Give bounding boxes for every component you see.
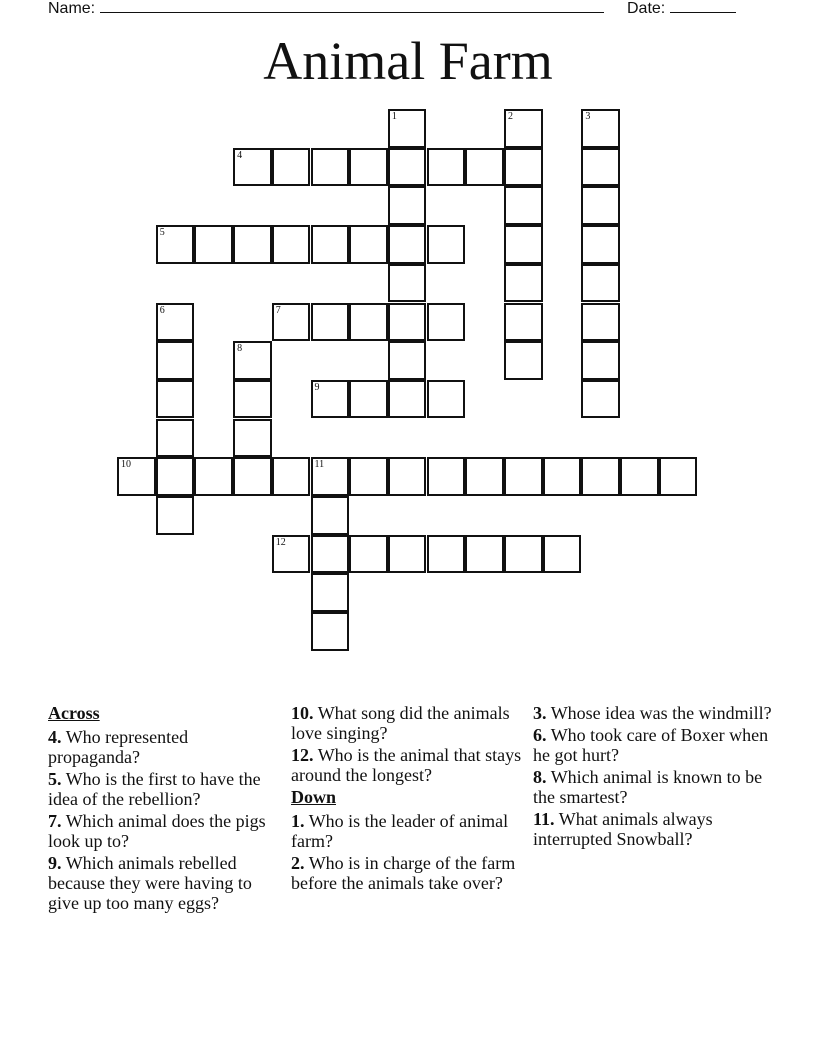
grid-cell[interactable] [427, 380, 466, 419]
clue-across-4: 4. Who represented propaganda? [48, 727, 189, 767]
clue-across-5: 5. Who is the first to have the idea of the rebellion? [48, 769, 261, 809]
clue-across-7: 7. Which animal does the pigs look up to? [48, 811, 266, 851]
grid-cell[interactable] [504, 264, 543, 303]
clue-number: 7 [275, 304, 281, 316]
grid-cell[interactable] [233, 419, 272, 458]
grid-cell[interactable] [194, 457, 233, 496]
grid-cell[interactable] [388, 264, 427, 303]
grid-cell[interactable] [388, 225, 427, 264]
grid-cell[interactable] [311, 496, 350, 535]
grid-cell[interactable] [581, 457, 620, 496]
grid-cell[interactable] [504, 186, 543, 225]
grid-cell[interactable] [465, 535, 504, 574]
grid-cell[interactable] [620, 457, 659, 496]
clue-down-11: 11. What animals always interrupted Snowball? [533, 809, 713, 849]
grid-cell[interactable] [504, 535, 543, 574]
grid-cell[interactable] [156, 225, 195, 264]
grid-cell[interactable] [465, 148, 504, 187]
clue-number: 9 [314, 381, 320, 393]
clue-number: 5 [159, 227, 165, 239]
down-heading: Down [291, 787, 337, 807]
grid-cell[interactable] [581, 303, 620, 342]
clue-number: 3 [585, 111, 591, 122]
clue-down-6: 6. Who took care of Boxer when he got hurt? [533, 725, 769, 765]
grid-cell[interactable] [311, 535, 350, 574]
grid-cell[interactable] [504, 109, 543, 148]
grid-cell[interactable] [233, 148, 272, 187]
grid-cell[interactable] [156, 419, 195, 458]
grid-cell[interactable] [349, 225, 388, 264]
clue-down-2: 2. Who is in charge of the farm before the animals take over? [291, 853, 516, 893]
grid-cell[interactable] [427, 457, 466, 496]
clue-number: 2 [508, 111, 513, 122]
grid-cell[interactable] [388, 341, 427, 380]
grid-cell[interactable] [427, 225, 466, 264]
grid-cell[interactable] [504, 225, 543, 264]
grid-cell[interactable] [311, 303, 350, 342]
grid-cell[interactable] [581, 225, 620, 264]
grid-cell[interactable] [311, 148, 350, 187]
clue-number: 12 [275, 536, 286, 548]
name-label: Name: [48, 0, 96, 17]
grid-cell[interactable] [233, 380, 272, 419]
grid-cell[interactable] [156, 496, 195, 535]
clue-number: 10 [121, 459, 131, 471]
clue-number: 11 [314, 459, 325, 471]
grid-cell[interactable] [504, 148, 543, 187]
clue-number: 4 [237, 149, 243, 161]
date-line[interactable] [670, 0, 736, 13]
grid-cell[interactable] [388, 186, 427, 225]
grid-cell[interactable] [311, 225, 350, 264]
grid-cell[interactable] [388, 109, 427, 148]
grid-cell[interactable] [543, 457, 582, 496]
grid-cell[interactable] [311, 612, 350, 651]
grid-cell[interactable] [272, 148, 311, 187]
grid-cell[interactable] [581, 341, 620, 380]
grid-cell[interactable] [272, 535, 311, 574]
grid-cell[interactable] [194, 225, 233, 264]
grid-cell[interactable] [427, 535, 466, 574]
clues-column-1 [48, 703, 283, 915]
grid-cell[interactable] [349, 535, 388, 574]
grid-cell[interactable] [156, 457, 195, 496]
grid-cell[interactable] [504, 457, 543, 496]
grid-cell[interactable] [349, 457, 388, 496]
clue-down-1: 1. Who is the leader of animal farm? [291, 811, 509, 851]
grid-cell[interactable] [233, 225, 272, 264]
grid-cell[interactable] [272, 303, 311, 342]
grid-cell[interactable] [117, 457, 156, 496]
clues-column-2 [291, 703, 526, 895]
clue-down-3: 3. Whose idea was the windmill? [533, 703, 772, 723]
grid-cell[interactable] [388, 148, 427, 187]
grid-cell[interactable] [504, 303, 543, 342]
grid-cell[interactable] [388, 303, 427, 342]
clue-across-10: 10. What song did the animals love singing? [291, 703, 510, 743]
clue-across-9: 9. Which animals rebelled because they were having to give up too many eggs? [48, 853, 252, 913]
grid-cell[interactable] [581, 186, 620, 225]
clue-number: 1 [391, 111, 397, 122]
grid-cell[interactable] [388, 535, 427, 574]
date-label: Date: [627, 0, 666, 17]
name-field[interactable] [48, 0, 604, 18]
grid-cell[interactable] [311, 457, 350, 496]
grid-cell[interactable] [581, 148, 620, 187]
grid-cell[interactable] [272, 457, 311, 496]
grid-cell[interactable] [581, 109, 620, 148]
grid-cell[interactable] [156, 341, 195, 380]
name-line[interactable] [100, 0, 604, 13]
grid-cell[interactable] [427, 148, 466, 187]
grid-cell[interactable] [311, 573, 350, 612]
clue-number: 8 [237, 343, 243, 355]
grid-cell[interactable] [465, 457, 504, 496]
grid-cell[interactable] [388, 380, 427, 419]
grid-cell[interactable] [349, 303, 388, 342]
across-heading: Across [48, 703, 100, 723]
page-title: Animal Farm [263, 31, 553, 91]
grid-cell[interactable] [156, 380, 195, 419]
grid-cell[interactable] [156, 303, 195, 342]
grid-cell[interactable] [581, 380, 620, 419]
clues-column-3 [533, 703, 773, 851]
grid-cell[interactable] [543, 535, 582, 574]
grid-cell[interactable] [233, 341, 272, 380]
grid-cell[interactable] [581, 264, 620, 303]
grid-cell[interactable] [504, 341, 543, 380]
clue-down-8: 8. Which animal is known to be the smartest? [533, 767, 763, 807]
clue-across-12: 12. Who is the animal that stays around the longest? [291, 745, 522, 785]
date-field[interactable] [627, 0, 736, 18]
grid-cell[interactable] [233, 457, 272, 496]
grid-cell[interactable] [388, 457, 427, 496]
clue-number: 6 [159, 304, 165, 316]
grid-cell[interactable] [349, 148, 388, 187]
grid-cell[interactable] [349, 380, 388, 419]
grid-cell[interactable] [427, 303, 466, 342]
grid-cell[interactable] [311, 380, 350, 419]
grid-cell[interactable] [659, 457, 698, 496]
grid-cell[interactable] [272, 225, 311, 264]
